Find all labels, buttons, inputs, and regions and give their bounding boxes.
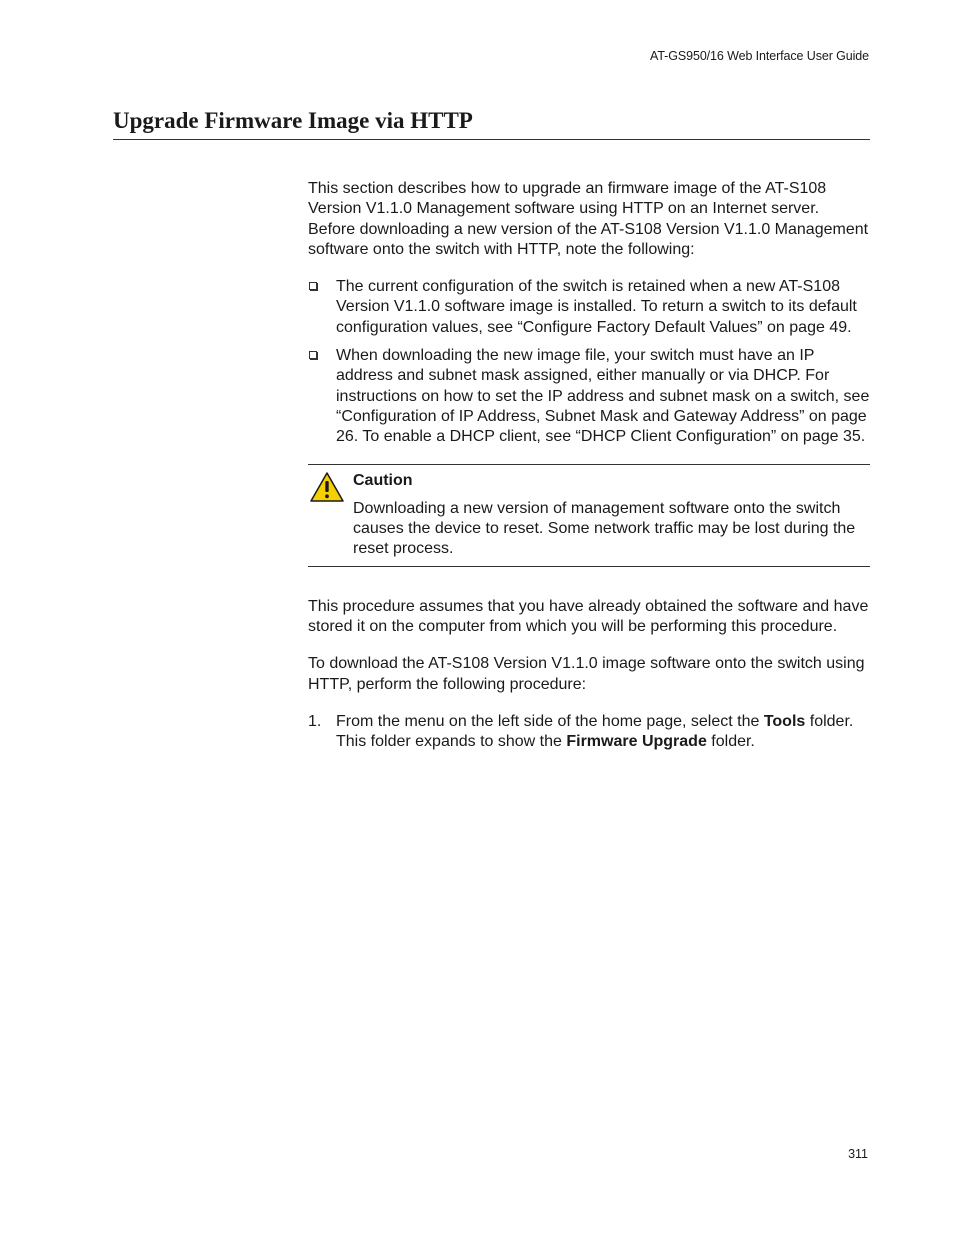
procedure-steps (308, 712, 870, 753)
list-item (308, 346, 870, 447)
section-title: Upgrade Firmware Image via HTTP (113, 108, 473, 133)
notes-list (308, 277, 870, 447)
caution-title: Caution (353, 471, 413, 489)
firmware-upgrade-folder-label: Firmware Upgrade (566, 733, 707, 751)
page-number: 311 (848, 1147, 868, 1161)
checkbox-bullet-icon (309, 351, 317, 359)
step-number: 1. (308, 712, 322, 730)
title-rule (113, 139, 870, 140)
tools-folder-label: Tools (763, 712, 806, 730)
caution-text: Downloading a new version of management software onto the switch causes the device to reset. Some network traffic may be lost during the reset process. (353, 499, 856, 558)
list-item-text: When downloading the new image file, your switch must have an IP address and subnet mask assigned, either manually or via DHCP. For instructions on how to set the IP address and subnet mask on a switch, see “Configuration of IP Address, Subnet Mask and Gateway Address” on page 26. To enable a DHCP client, see “DHCP Client Configuration” on page 35. (336, 347, 870, 446)
procedure-intro-paragraph: To download the AT-S108 Version V1.1.0 image software onto the switch using HTTP, perform the following procedure: (308, 655, 865, 693)
warning-triangle-icon (310, 472, 344, 502)
assumptions-paragraph: This procedure assumes that you have already obtained the software and have stored it on the computer from which you will be performing this procedure. (308, 597, 869, 636)
list-item (308, 277, 870, 338)
intro-paragraph: This section describes how to upgrade an firmware image of the AT-S108 Version V1.1.0 Management software using HTTP on an Internet server. Before downloading a new version of the AT-S108 Version V1.1.0 Management software onto the switch with HTTP, note the following: (308, 180, 869, 258)
checkbox-bullet-icon (309, 282, 317, 290)
body-column (308, 179, 870, 753)
step-text: From the menu on the left side of the home page, select the Tools folder. (336, 712, 854, 730)
list-item-text: The current configuration of the switch is retained when a new AT-S108 Version V1.1.0 software image is installed. To return a switch to its default configuration values, see “Configure Factory Default Values” on page 49. (336, 278, 857, 336)
caution-box (308, 464, 870, 567)
running-header: AT-GS950/16 Web Interface User Guide (650, 49, 869, 63)
step-result: This folder expands to show the Firmware Upgrade folder. (336, 733, 755, 751)
step-item (308, 712, 870, 753)
